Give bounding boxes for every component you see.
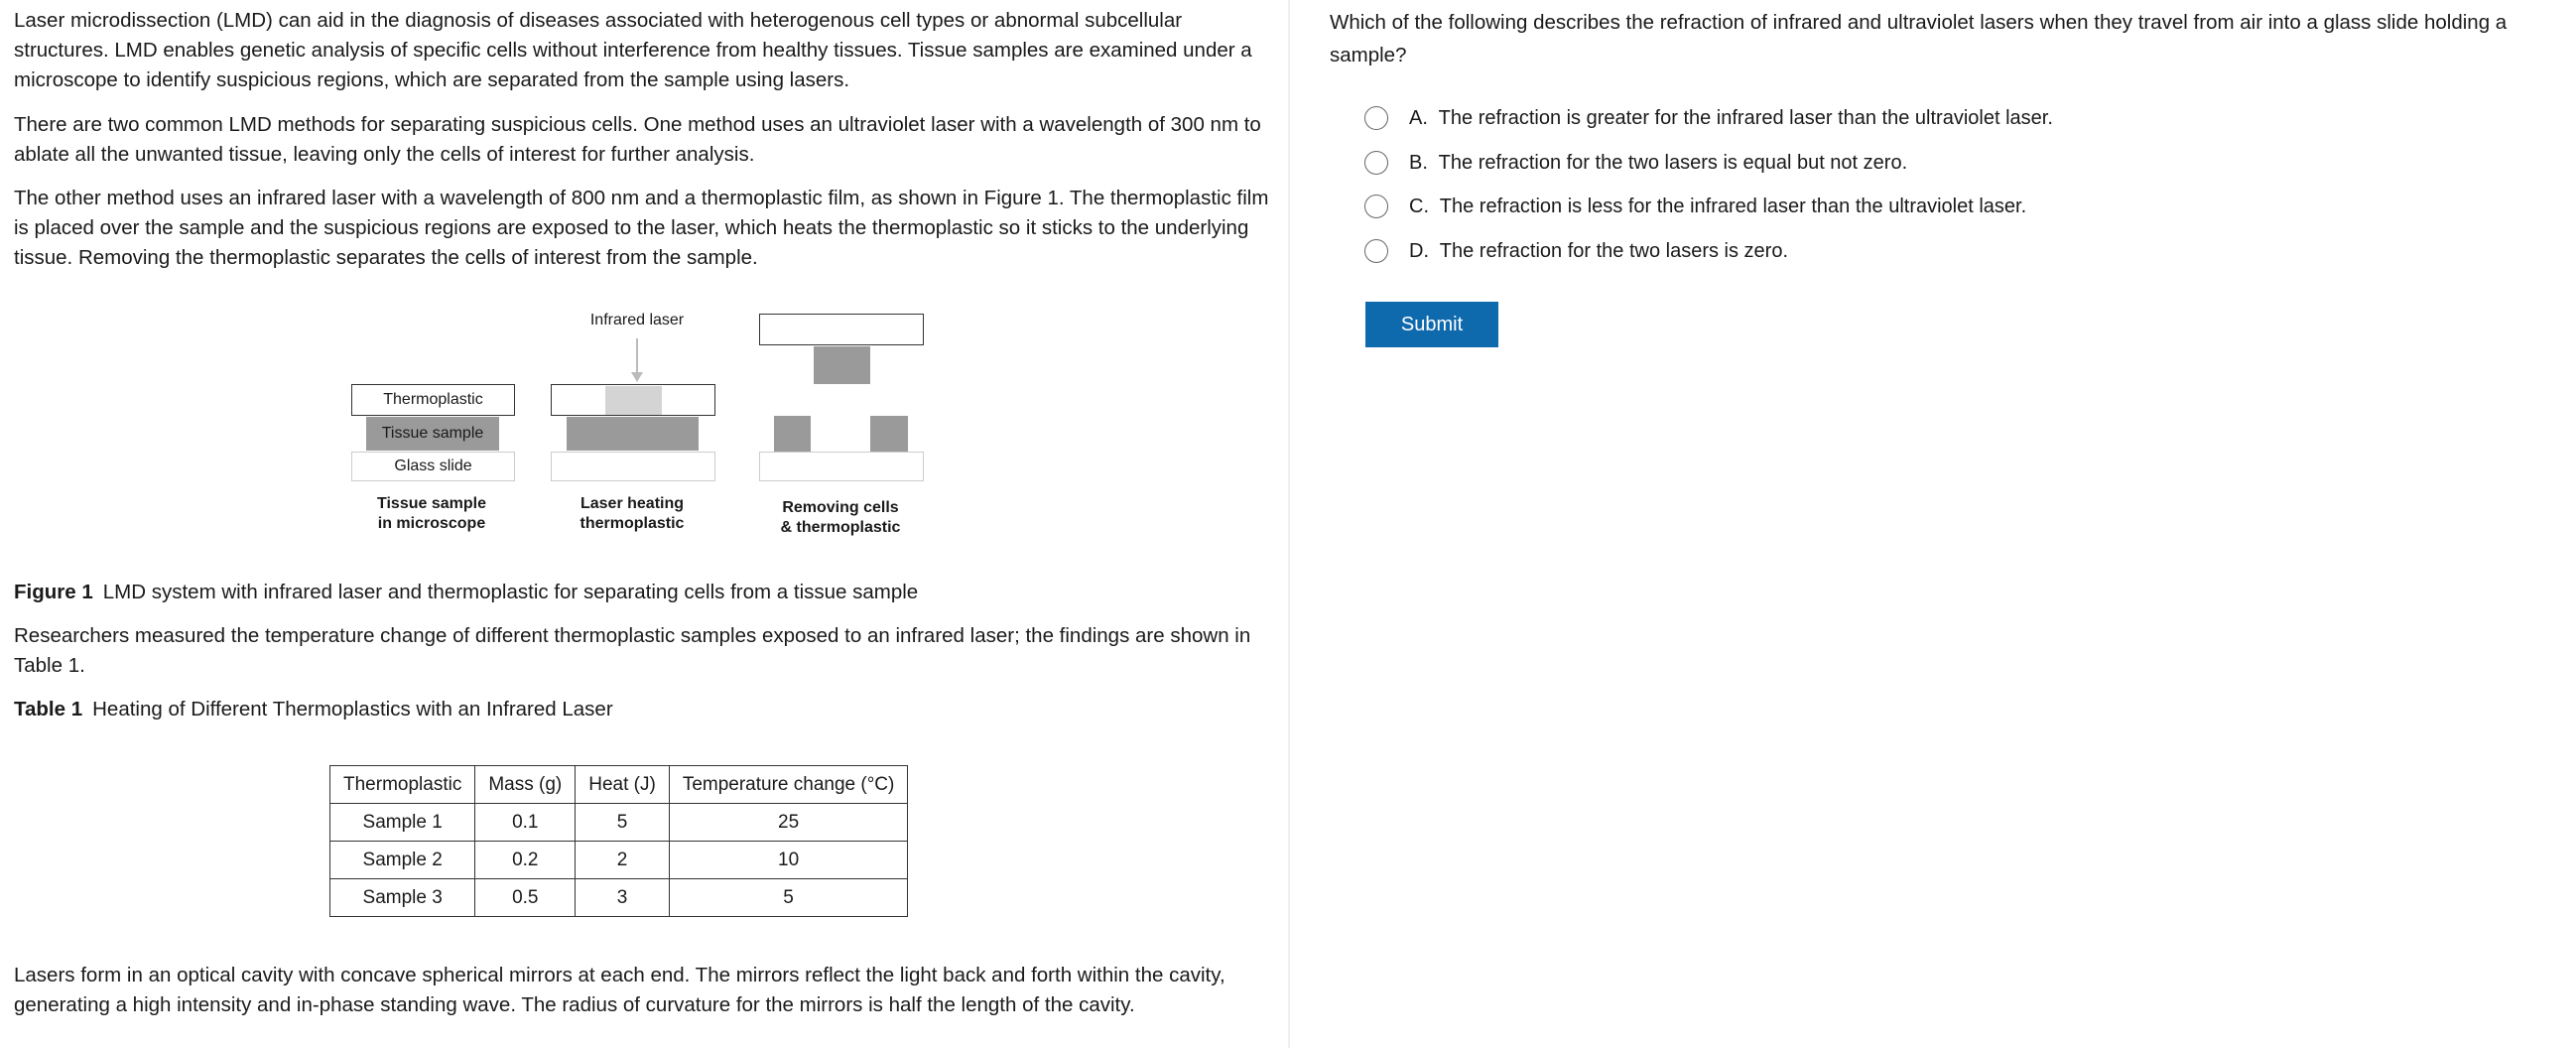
- table-cell: Sample 3: [330, 879, 475, 917]
- step3-caption-line1: Removing cells: [782, 499, 899, 516]
- tissue-sample-label: Tissue sample: [381, 425, 484, 442]
- data-table: [329, 765, 908, 917]
- table-caption-text: Heating of Different Thermoplastics with an Infrared Laser: [92, 698, 613, 720]
- option-text: The refraction is less for the infrared laser than the ultraviolet laser.: [1439, 195, 2027, 217]
- option-text: The refraction for the two lasers is zero.: [1439, 239, 1789, 262]
- question-panel: [1290, 0, 2576, 1048]
- table-cell: 25: [669, 804, 908, 842]
- option-label: [1409, 196, 2026, 218]
- laser-arrow-icon: [627, 338, 647, 384]
- radio-button[interactable]: [1364, 106, 1388, 130]
- passage-paragraph-1: Laser microdissection (LMD) can aid in the diagnosis of diseases associated with heterogenous cell types or abnormal subcellular structures. LMD enables genetic analysis of specific cells without interference from healthy tissues. Tissue samples are examined under a microscope to identify suspicious regions, which are separated from the sample using lasers.: [14, 9, 1252, 91]
- thermoplastic-label: Thermoplastic: [383, 391, 483, 408]
- passage-paragraph-3: The other method uses an infrared laser with a wavelength of 800 nm and a thermoplastic film, as shown in Figure 1. The thermoplastic film is placed over the sample and the suspicious regions are exposed to the laser, which heats the thermoplastic so it sticks to the underlying tissue. Removing the thermoplastic separates the cells of interest from the sample.: [14, 187, 1269, 269]
- step1-caption-line2: in microscope: [377, 515, 486, 532]
- table-header-row: [330, 766, 908, 804]
- remaining-tissue-right: [870, 416, 908, 452]
- answer-option-c[interactable]: [1364, 192, 2026, 221]
- table-cell: Sample 1: [330, 804, 475, 842]
- table-caption: [14, 695, 613, 724]
- option-label: [1409, 152, 1907, 175]
- option-label: [1409, 240, 1788, 263]
- answer-option-d[interactable]: [1364, 236, 1788, 266]
- step1-caption-line1: Tissue sample: [377, 495, 486, 512]
- passage-paragraph-4: Researchers measured the temperature change of different thermoplastic samples exposed to an infrared laser; the findings are shown in Table 1.: [14, 624, 1251, 677]
- heated-region: [605, 386, 662, 415]
- glass-slide-label: Glass slide: [394, 458, 472, 474]
- table-cell: 0.1: [475, 804, 576, 842]
- removed-thermoplastic-layer: [759, 314, 924, 345]
- table-header-cell: Mass (g): [475, 766, 576, 804]
- option-text: The refraction for the two lasers is equal but not zero.: [1438, 151, 1908, 174]
- option-label: [1409, 107, 2053, 130]
- figure-caption-text: LMD system with infrared laser and thermoplastic for separating cells from a tissue sample: [102, 581, 919, 603]
- table-header-cell: Thermoplastic: [330, 766, 475, 804]
- figure-1: [337, 303, 933, 551]
- table-row: [330, 879, 908, 917]
- figure-caption-label: Figure 1: [14, 581, 93, 603]
- option-letter: B.: [1409, 151, 1428, 174]
- removed-cells: [814, 346, 870, 384]
- glass-slide-layer-2: [551, 452, 715, 481]
- passage-paragraph-2: There are two common LMD methods for separating suspicious cells. One method uses an ultraviolet laser with a wavelength of 300 nm to ablate all the unwanted tissue, leaving only the cells of interest for further analysis.: [14, 113, 1261, 166]
- option-letter: D.: [1409, 239, 1429, 262]
- table-caption-label: Table 1: [14, 698, 83, 720]
- table-row: [330, 842, 908, 879]
- question-stem: Which of the following describes the refraction of infrared and ultraviolet lasers when they travel from air into a glass slide holding a sample?: [1330, 11, 2508, 66]
- option-text: The refraction is greater for the infrared laser than the ultraviolet laser.: [1438, 106, 2053, 129]
- step2-caption-line1: Laser heating: [580, 495, 685, 512]
- step2-caption-line2: thermoplastic: [580, 515, 685, 532]
- radio-button[interactable]: [1364, 151, 1388, 175]
- table-header-cell: Temperature change (°C): [669, 766, 908, 804]
- answer-option-a[interactable]: [1364, 103, 2053, 133]
- glass-slide-layer-3: [759, 452, 924, 481]
- remaining-tissue-left: [774, 416, 811, 452]
- table-row: [330, 804, 908, 842]
- table-cell: 5: [576, 804, 670, 842]
- passage-paragraph-5: Lasers form in an optical cavity with concave spherical mirrors at each end. The mirrors reflect the light back and forth within the cavity, generating a high intensity and in-phase standing wave. The radius of curvature for the mirrors is half the length of the cavity.: [14, 964, 1225, 1016]
- table-cell: 0.5: [475, 879, 576, 917]
- answer-option-b[interactable]: [1364, 148, 1907, 178]
- table-cell: Sample 2: [330, 842, 475, 879]
- table-cell: 5: [669, 879, 908, 917]
- option-letter: A.: [1409, 106, 1428, 129]
- table-cell: 0.2: [475, 842, 576, 879]
- table-header-cell: Heat (J): [576, 766, 670, 804]
- figure-caption: [14, 578, 918, 607]
- submit-button[interactable]: Submit: [1365, 302, 1498, 347]
- table-cell: 3: [576, 879, 670, 917]
- infrared-laser-label: Infrared laser: [589, 312, 685, 328]
- option-letter: C.: [1409, 195, 1429, 217]
- tissue-sample-layer-2: [567, 417, 699, 451]
- table-cell: 2: [576, 842, 670, 879]
- step3-caption-line2: & thermoplastic: [780, 519, 901, 536]
- radio-button[interactable]: [1364, 195, 1388, 218]
- table-cell: 10: [669, 842, 908, 879]
- radio-button[interactable]: [1364, 239, 1388, 263]
